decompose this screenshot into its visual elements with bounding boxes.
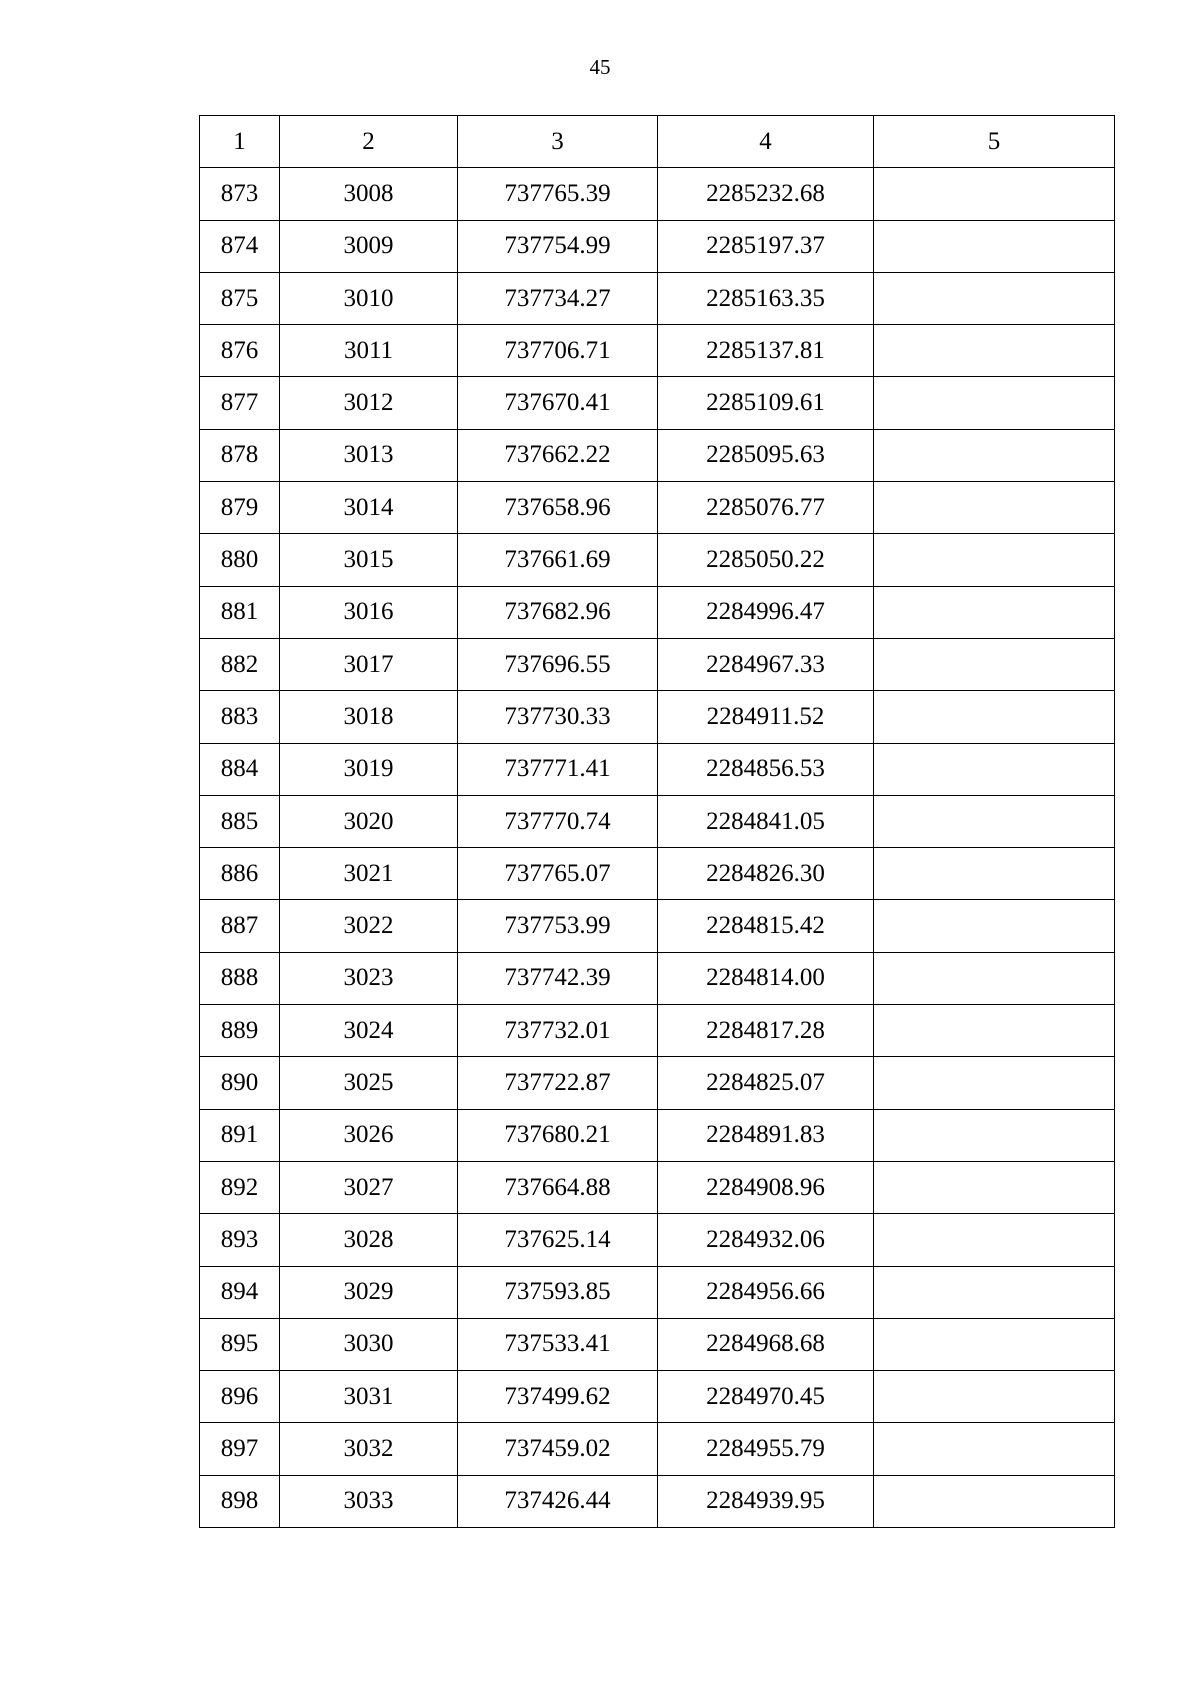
- table-cell-col-3: 737670.41: [458, 377, 658, 429]
- table-cell-col-4: 2284817.28: [658, 1005, 874, 1057]
- table-cell-col-3: 737499.62: [458, 1371, 658, 1423]
- table-cell-col-1: 887: [200, 900, 280, 952]
- table-cell-col-4: 2285109.61: [658, 377, 874, 429]
- table-cell-col-4: 2284932.06: [658, 1214, 874, 1266]
- table-cell-col-2: 3019: [280, 743, 458, 795]
- table-cell-col-5: [874, 429, 1115, 481]
- table-cell-col-2: 3011: [280, 325, 458, 377]
- table-cell-col-1: 873: [200, 168, 280, 220]
- table-cell-col-1: 886: [200, 848, 280, 900]
- table-cell-col-1: 890: [200, 1057, 280, 1109]
- table-cell-col-4: 2284967.33: [658, 638, 874, 690]
- table-cell-col-2: 3033: [280, 1475, 458, 1527]
- table-cell-col-1: 878: [200, 429, 280, 481]
- table-row: [200, 1266, 1115, 1318]
- table-cell-col-2: 3031: [280, 1371, 458, 1423]
- table-cell-col-3: 737734.27: [458, 272, 658, 324]
- table-row: [200, 1318, 1115, 1370]
- table-cell-col-1: 897: [200, 1423, 280, 1475]
- table-cell-col-2: 3032: [280, 1423, 458, 1475]
- table-header-row: [200, 116, 1115, 168]
- table-cell-col-4: 2284939.95: [658, 1475, 874, 1527]
- table-cell-col-5: [874, 952, 1115, 1004]
- table-cell-col-4: 2284841.05: [658, 795, 874, 847]
- table-row: [200, 1109, 1115, 1161]
- table-cell-col-1: 888: [200, 952, 280, 1004]
- page-number: 45: [589, 55, 611, 79]
- table-cell-col-4: 2284891.83: [658, 1109, 874, 1161]
- table-cell-col-4: 2285232.68: [658, 168, 874, 220]
- table-cell-col-1: 894: [200, 1266, 280, 1318]
- table-cell-col-3: 737732.01: [458, 1005, 658, 1057]
- table-cell-col-2: 3010: [280, 272, 458, 324]
- table-cell-col-2: 3024: [280, 1005, 458, 1057]
- table-cell-col-2: 3027: [280, 1161, 458, 1213]
- table-cell-col-2: 3016: [280, 586, 458, 638]
- table-row: [200, 638, 1115, 690]
- table-cell-col-4: 2285163.35: [658, 272, 874, 324]
- table-row: [200, 1214, 1115, 1266]
- table-cell-col-1: 875: [200, 272, 280, 324]
- table-cell-col-2: 3030: [280, 1318, 458, 1370]
- table-cell-col-2: 3026: [280, 1109, 458, 1161]
- table-cell-col-2: 3013: [280, 429, 458, 481]
- table-cell-col-2: 3008: [280, 168, 458, 220]
- table-cell-col-4: 2285137.81: [658, 325, 874, 377]
- table-cell-col-5: [874, 638, 1115, 690]
- table-cell-col-3: 737459.02: [458, 1423, 658, 1475]
- header-cell-col-2: 2: [280, 116, 458, 168]
- table-row: [200, 795, 1115, 847]
- table-row: [200, 377, 1115, 429]
- table-cell-col-4: 2284814.00: [658, 952, 874, 1004]
- table-cell-col-5: [874, 325, 1115, 377]
- table-row: [200, 1161, 1115, 1213]
- table-cell-col-4: 2284908.96: [658, 1161, 874, 1213]
- table-cell-col-4: 2284996.47: [658, 586, 874, 638]
- table-cell-col-3: 737730.33: [458, 691, 658, 743]
- table-cell-col-2: 3022: [280, 900, 458, 952]
- table-cell-col-3: 737753.99: [458, 900, 658, 952]
- table-cell-col-3: 737754.99: [458, 220, 658, 272]
- table-row: [200, 220, 1115, 272]
- table-cell-col-3: 737593.85: [458, 1266, 658, 1318]
- table-cell-col-3: 737696.55: [458, 638, 658, 690]
- table-cell-col-3: 737765.07: [458, 848, 658, 900]
- table-cell-col-3: 737742.39: [458, 952, 658, 1004]
- table-row: [200, 272, 1115, 324]
- table-cell-col-5: [874, 1057, 1115, 1109]
- table-cell-col-5: [874, 1214, 1115, 1266]
- table-row: [200, 325, 1115, 377]
- table-cell-col-2: 3018: [280, 691, 458, 743]
- table-cell-col-2: 3023: [280, 952, 458, 1004]
- table-row: [200, 429, 1115, 481]
- table-cell-col-5: [874, 1371, 1115, 1423]
- table-cell-col-2: 3015: [280, 534, 458, 586]
- table-cell-col-5: [874, 1266, 1115, 1318]
- table-cell-col-3: 737770.74: [458, 795, 658, 847]
- table-cell-col-1: 874: [200, 220, 280, 272]
- table-cell-col-3: 737680.21: [458, 1109, 658, 1161]
- table-cell-col-1: 884: [200, 743, 280, 795]
- table-cell-col-1: 895: [200, 1318, 280, 1370]
- table-cell-col-3: 737658.96: [458, 482, 658, 534]
- table-cell-col-5: [874, 848, 1115, 900]
- table-cell-col-1: 889: [200, 1005, 280, 1057]
- table-cell-col-5: [874, 1109, 1115, 1161]
- table-cell-col-5: [874, 900, 1115, 952]
- table-cell-col-4: 2284955.79: [658, 1423, 874, 1475]
- table-cell-col-1: 881: [200, 586, 280, 638]
- table-cell-col-1: 893: [200, 1214, 280, 1266]
- table-cell-col-4: 2284956.66: [658, 1266, 874, 1318]
- table-row: [200, 691, 1115, 743]
- table-row: [200, 534, 1115, 586]
- table-cell-col-4: 2285095.63: [658, 429, 874, 481]
- table-cell-col-2: 3014: [280, 482, 458, 534]
- table-cell-col-5: [874, 168, 1115, 220]
- table-row: [200, 586, 1115, 638]
- table-cell-col-3: 737426.44: [458, 1475, 658, 1527]
- table-cell-col-2: 3025: [280, 1057, 458, 1109]
- table-cell-col-2: 3012: [280, 377, 458, 429]
- table-cell-col-5: [874, 220, 1115, 272]
- table-cell-col-1: 879: [200, 482, 280, 534]
- table-row: [200, 743, 1115, 795]
- table-cell-col-3: 737625.14: [458, 1214, 658, 1266]
- table-cell-col-1: 898: [200, 1475, 280, 1527]
- table-row: [200, 848, 1115, 900]
- header-cell-col-1: 1: [200, 116, 280, 168]
- table-cell-col-3: 737661.69: [458, 534, 658, 586]
- table-row: [200, 952, 1115, 1004]
- table-cell-col-4: 2284856.53: [658, 743, 874, 795]
- table-row: [200, 168, 1115, 220]
- table-cell-col-2: 3017: [280, 638, 458, 690]
- header-cell-col-3: 3: [458, 116, 658, 168]
- table-cell-col-4: 2284825.07: [658, 1057, 874, 1109]
- table-cell-col-1: 876: [200, 325, 280, 377]
- table-cell-col-3: 737533.41: [458, 1318, 658, 1370]
- table-cell-col-2: 3021: [280, 848, 458, 900]
- table-cell-col-5: [874, 743, 1115, 795]
- table-cell-col-3: 737706.71: [458, 325, 658, 377]
- table-cell-col-2: 3009: [280, 220, 458, 272]
- table-cell-col-2: 3028: [280, 1214, 458, 1266]
- table-cell-col-4: 2285197.37: [658, 220, 874, 272]
- table-cell-col-5: [874, 482, 1115, 534]
- table-cell-col-3: 737662.22: [458, 429, 658, 481]
- table-row: [200, 900, 1115, 952]
- table-cell-col-4: 2284911.52: [658, 691, 874, 743]
- table-cell-col-2: 3029: [280, 1266, 458, 1318]
- table-row: [200, 1475, 1115, 1527]
- table-cell-col-5: [874, 1318, 1115, 1370]
- table-cell-col-5: [874, 1475, 1115, 1527]
- table-cell-col-4: 2284815.42: [658, 900, 874, 952]
- table-cell-col-5: [874, 377, 1115, 429]
- table-row: [200, 1423, 1115, 1475]
- table-cell-col-4: 2285050.22: [658, 534, 874, 586]
- header-cell-col-4: 4: [658, 116, 874, 168]
- table-cell-col-1: 880: [200, 534, 280, 586]
- table-cell-col-3: 737771.41: [458, 743, 658, 795]
- table-cell-col-1: 885: [200, 795, 280, 847]
- table-cell-col-5: [874, 691, 1115, 743]
- table-row: [200, 482, 1115, 534]
- table-row: [200, 1057, 1115, 1109]
- table-cell-col-5: [874, 534, 1115, 586]
- table-cell-col-5: [874, 586, 1115, 638]
- table-cell-col-5: [874, 272, 1115, 324]
- table-cell-col-4: 2284968.68: [658, 1318, 874, 1370]
- table-row: [200, 1371, 1115, 1423]
- table-cell-col-4: 2285076.77: [658, 482, 874, 534]
- table-cell-col-3: 737722.87: [458, 1057, 658, 1109]
- table-cell-col-1: 892: [200, 1161, 280, 1213]
- table-cell-col-5: [874, 795, 1115, 847]
- table-cell-col-1: 877: [200, 377, 280, 429]
- table-cell-col-1: 883: [200, 691, 280, 743]
- table-body: [200, 116, 1115, 1528]
- table-cell-col-2: 3020: [280, 795, 458, 847]
- table-cell-col-4: 2284970.45: [658, 1371, 874, 1423]
- table-cell-col-3: 737765.39: [458, 168, 658, 220]
- table-cell-col-1: 896: [200, 1371, 280, 1423]
- table-cell-col-5: [874, 1005, 1115, 1057]
- table-cell-col-5: [874, 1423, 1115, 1475]
- table-cell-col-3: 737682.96: [458, 586, 658, 638]
- table-cell-col-4: 2284826.30: [658, 848, 874, 900]
- table-row: [200, 1005, 1115, 1057]
- header-cell-col-5: 5: [874, 116, 1115, 168]
- table-cell-col-1: 882: [200, 638, 280, 690]
- table-cell-col-1: 891: [200, 1109, 280, 1161]
- coordinates-table: [199, 115, 1115, 1528]
- table-cell-col-3: 737664.88: [458, 1161, 658, 1213]
- table-cell-col-5: [874, 1161, 1115, 1213]
